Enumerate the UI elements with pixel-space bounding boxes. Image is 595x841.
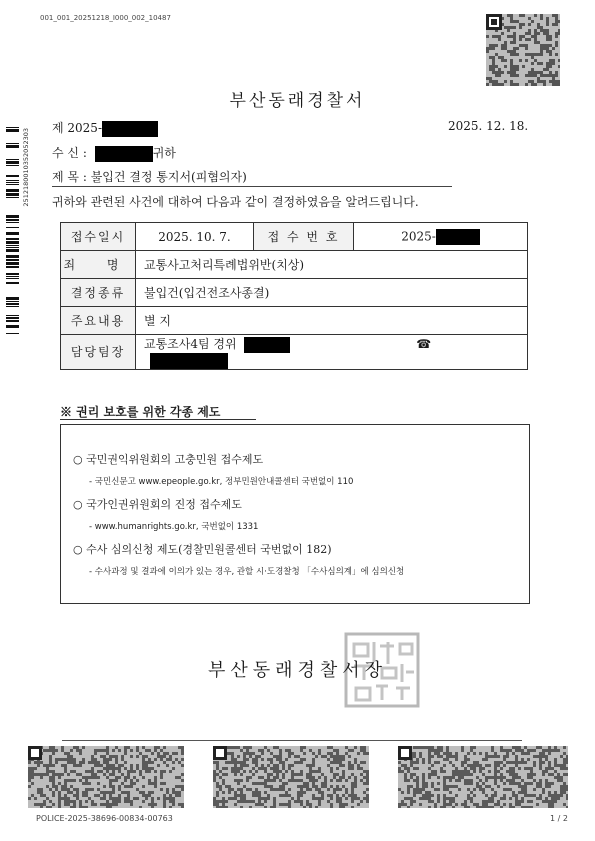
redaction-bar [436, 229, 480, 245]
rights-title-underline [60, 419, 256, 420]
receipt-number-label: 접 수 번 호 [254, 223, 354, 251]
agency-title: 부산동래경찰서 [229, 91, 366, 111]
phone-icon: ☎ [416, 337, 432, 351]
table-row [61, 223, 528, 251]
rights-item-title: 국가인권위원회의 진정 접수제도 [86, 498, 242, 511]
receipt-date-label: 접수일시 [61, 223, 136, 251]
subject-text: 불입건 결정 통지서(피혐의자) [90, 170, 247, 184]
police-chief-title: 부산동래경찰서장 [207, 660, 388, 681]
redaction-bar [244, 337, 290, 353]
team-value: 교통조사4팀 경위 [144, 337, 237, 351]
rights-item-detail: - www.humanrights.go.kr, 국번없이 1331 [89, 522, 259, 532]
charge-value: 교통사고처리특례법위반(치상) [136, 251, 528, 279]
charge-label: 죄 명 [61, 251, 136, 279]
page-number: 1 / 2 [550, 814, 568, 823]
recipient-label: 수 신 : [52, 146, 87, 160]
table-row [61, 335, 528, 370]
rights-item-1 [73, 451, 263, 467]
redaction-bar [95, 146, 153, 162]
decision-value: 불입건(입건전조사종결) [136, 279, 528, 307]
subject-underline [52, 186, 452, 187]
intro-text: 귀하와 관련된 사건에 대하여 다음과 같이 결정하였음을 알려드립니다. [52, 195, 419, 209]
table-row [61, 307, 528, 335]
subject-label: 제 목 : [52, 170, 87, 184]
recipient-line [52, 144, 176, 162]
bullet: ○ [73, 498, 83, 511]
document-number-label: 제 2025- [52, 121, 103, 135]
footer-code: POLICE-2025-38696-00834-00763 [36, 814, 173, 823]
qr-code-bottom-2 [213, 746, 369, 808]
team-cell [136, 335, 528, 370]
rights-item-detail: - 수사과정 및 결과에 이의가 있는 경우, 관할 시·도경찰청 「수사심의계」에 심의신청 [89, 567, 405, 577]
rights-title: ※ 권리 보호를 위한 각종 제도 [60, 405, 221, 419]
rights-item-3 [73, 541, 332, 557]
content-label: 주요내용 [61, 307, 136, 335]
rights-item-2 [73, 496, 242, 512]
receipt-number [354, 223, 528, 251]
document-id: 001_001_20251218_I000_002_10487 [40, 14, 171, 22]
redaction-bar [150, 353, 228, 369]
decision-label: 결정종류 [61, 279, 136, 307]
rights-box [60, 424, 530, 604]
case-info-table [60, 222, 528, 370]
content-value: 별 지 [136, 307, 528, 335]
document-number [52, 119, 158, 137]
receipt-date: 2025. 10. 7. [136, 223, 254, 251]
qr-code-top [486, 14, 560, 86]
subject-line [52, 168, 247, 185]
rights-item-detail: - 국민신문고 www.epeople.go.kr, 정부민원안내콜센터 국번없이 110 [89, 477, 354, 487]
rights-item-title: 수사 심의신청 제도(경찰민원콜센터 국번없이 182) [86, 543, 332, 556]
bullet: ○ [73, 453, 83, 466]
table-row [61, 279, 528, 307]
document-date: 2025. 12. 18. [448, 119, 529, 133]
redaction-bar [102, 121, 158, 137]
receipt-number-prefix: 2025- [401, 229, 436, 243]
bullet: ○ [73, 543, 83, 556]
recipient-suffix: 귀하 [152, 146, 176, 160]
divider-line [62, 740, 522, 741]
rights-item-title: 국민권익위원회의 고충민원 접수제도 [86, 453, 264, 466]
qr-code-bottom-3 [398, 746, 568, 808]
table-row [61, 251, 528, 279]
team-label: 담당팀장 [61, 335, 136, 370]
barcode-number: 2512180010352052303 [22, 128, 30, 207]
barcode-vertical [6, 124, 19, 334]
qr-code-bottom-1 [28, 746, 184, 808]
